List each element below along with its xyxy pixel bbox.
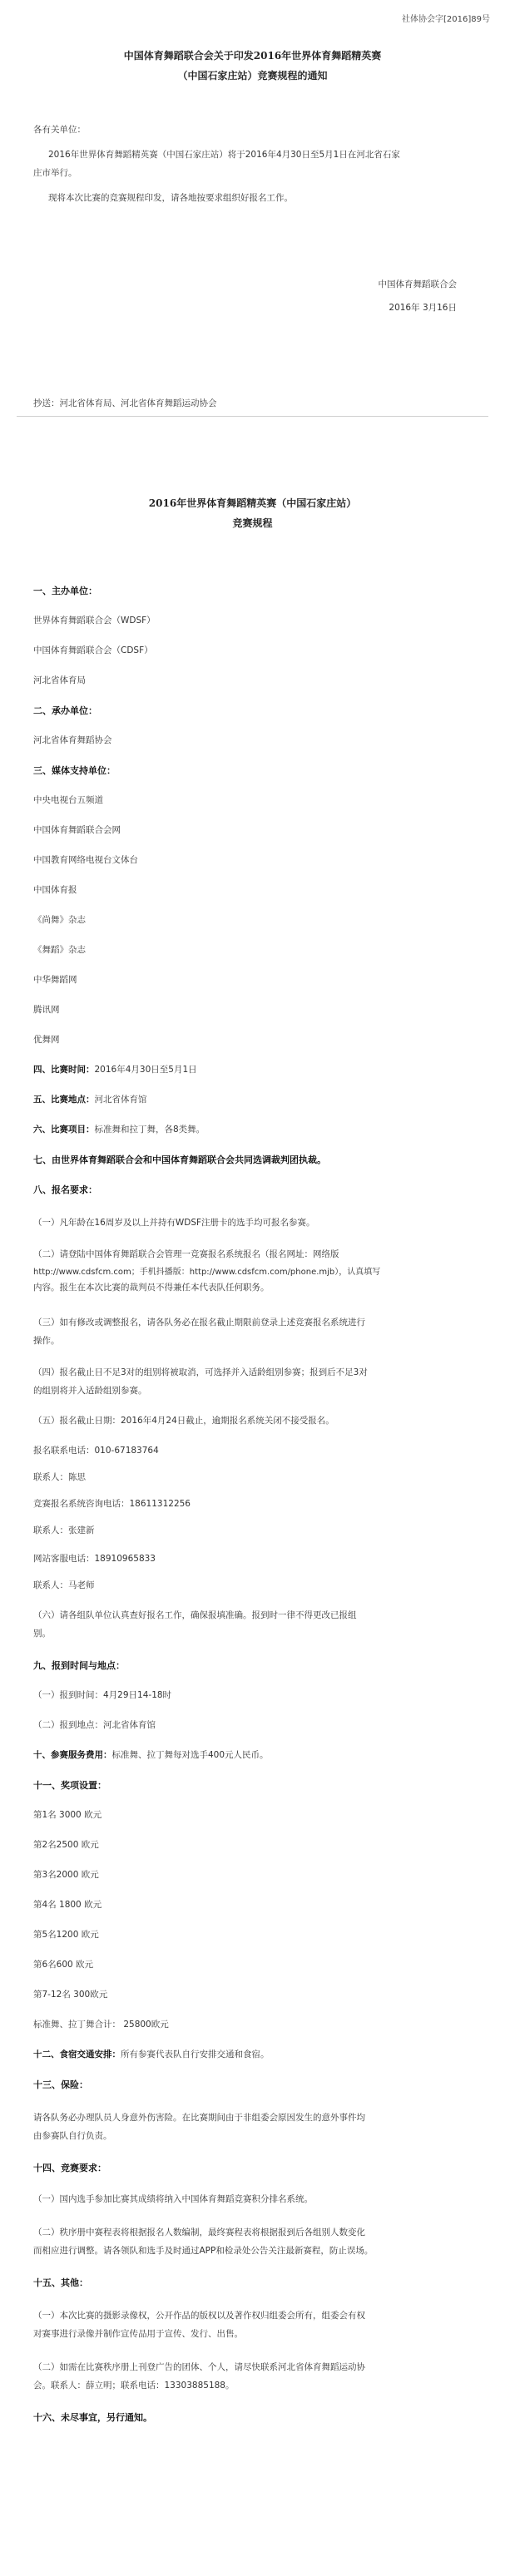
prize-item: 第3名2000 欧元: [33, 1870, 99, 1880]
service-fee: 标准舞、拉丁舞每对选手400元人民币。: [111, 1750, 269, 1760]
section-14-heading: 十四、竞赛要求：: [33, 2163, 106, 2173]
competition-events: 标准舞和拉丁舞，各8类舞。: [94, 1125, 205, 1135]
media-item: 中华舞蹈网: [33, 975, 77, 985]
section-12-label: 十二、食宿交通安排：: [33, 2049, 121, 2059]
competition-rule-1: （一）国内选手参加比赛其成绩将纳入中国体育舞蹈竞赛积分排名系统。: [33, 2194, 313, 2204]
media-item: 《尚舞》杂志: [33, 915, 86, 925]
reference-number: 社体协会字[2016]89号: [402, 15, 490, 24]
other-rule-1b: 对赛事进行录像并制作宣传品用于宣传、发行、出售。: [33, 2329, 243, 2339]
section-8-heading: 八、报名要求：: [33, 1184, 97, 1195]
section-12-row: [33, 2048, 270, 2060]
cc-line: 抄送：河北省体育局、河北省体育舞蹈运动协会: [33, 398, 217, 408]
section-7-heading: 七、由世界体育舞蹈联合会和中国体育舞蹈联合会共同选调裁判团执裁。: [33, 1155, 326, 1165]
regulations-title-line-1: 2016年世界体育舞蹈精英赛（中国石家庄站）: [148, 497, 357, 509]
section-15-heading: 十五、其他：: [33, 2277, 88, 2288]
check-in-time: （一）报到时间：4月29日14-18时: [33, 1690, 172, 1700]
other-rule-2b: 会。联系人：薛立明；联系电话：13303885188。: [33, 2381, 235, 2391]
media-item: 中国教育网络电视台文体台: [33, 855, 138, 865]
media-item: 中国体育舞蹈联合会网: [33, 825, 121, 835]
notice-title-line-2: （中国石家庄站）竞赛规程的通知: [177, 70, 328, 82]
website-support-contact: 联系人：马老师: [33, 1580, 95, 1590]
media-item: 《舞蹈》杂志: [33, 945, 86, 955]
system-support-contact: 联系人：张建新: [33, 1525, 95, 1535]
section-5-label: 五、比赛地点：: [33, 1095, 95, 1105]
organizer-item: 中国体育舞蹈联合会（CDSF）: [33, 645, 153, 655]
media-item: 中国体育报: [33, 885, 77, 895]
notice-paragraph-1a: 2016年世界体育舞蹈精英赛（中国石家庄站）将于2016年4月30日至5月1日在河北省石家: [48, 150, 400, 160]
section-6-label: 六、比赛项目：: [33, 1125, 95, 1135]
notice-title-line-1: 中国体育舞蹈联合会关于印发2016年世界体育舞蹈精英赛: [123, 50, 382, 62]
prize-item: 第4名 1800 欧元: [33, 1900, 102, 1910]
organizer-item: 河北省体育局: [33, 675, 86, 685]
notice-paragraph-1b: 庄市举行。: [33, 168, 77, 178]
prize-item: 第6名600 欧元: [33, 1960, 94, 1970]
registration-rule-3a: （三）如有修改或调整报名，请各队务必在报名截止期限前登录上述竞赛报名系统进行: [33, 1318, 365, 1328]
regulations-title-line-2: 竞赛规程: [232, 517, 273, 529]
insurance-text-b: 由参赛队自行负责。: [33, 2131, 112, 2141]
registration-rule-2b: http://www.cdsfcm.com；手机抖播版：http://www.cdsfcm.com/phone.mjb），认真填写: [33, 1268, 381, 1277]
section-6-row: [33, 1123, 205, 1135]
registration-rule-1: （一）凡年龄在16周岁及以上并持有WDSF注册卡的选手均可报名参赛。: [33, 1218, 315, 1228]
section-4-row: [33, 1063, 197, 1075]
salutation: 各有关单位：: [33, 125, 86, 135]
section-11-heading: 十一、奖项设置：: [33, 1780, 106, 1791]
check-in-place: （二）报到地点：河北省体育馆: [33, 1720, 156, 1730]
registration-rule-5: （五）报名截止日期：2016年4月24日截止，逾期报名系统关闭不接受报名。: [33, 1416, 334, 1426]
notice-paragraph-2: 现将本次比赛的竞赛规程印发，请各地按要求组织好报名工作。: [48, 193, 293, 203]
registration-phone: 报名联系电话：010-67183764: [33, 1446, 159, 1456]
registration-rule-6a: （六）请各组队单位认真查好报名工作，确保报填准确。报到时一律不得更改已报组: [33, 1610, 357, 1620]
prize-total: 标准舞、拉丁舞合计： 25800欧元: [33, 2020, 169, 2030]
section-10-label: 十、参赛服务费用：: [33, 1750, 112, 1760]
prize-item: 第2名2500 欧元: [33, 1840, 99, 1850]
section-10-row: [33, 1748, 269, 1761]
prize-item: 第5名1200 欧元: [33, 1930, 99, 1940]
registration-rule-4b: 的组别将并入适龄组别参赛。: [33, 1386, 147, 1396]
prize-item: 第7-12名 300欧元: [33, 1990, 108, 2000]
organizer-item: 世界体育舞蹈联合会（WDSF）: [33, 616, 156, 625]
registration-rule-2c: 内容。报生在本次比赛的裁判员不得兼任本代表队任何职务。: [33, 1283, 270, 1293]
media-item: 腾讯网: [33, 1005, 60, 1015]
accommodation-arrangement: 所有参赛代表队自行安排交通和食宿。: [121, 2049, 270, 2059]
registration-contact: 联系人：陈思: [33, 1472, 86, 1482]
other-rule-1a: （一）本次比赛的摄影录像权，公开作品的版权以及著作权归组委会所有，组委会有权: [33, 2311, 365, 2321]
registration-rule-3b: 操作。: [33, 1336, 60, 1346]
competition-time: 2016年4月30日至5月1日: [94, 1065, 197, 1075]
section-3-heading: 三、媒体支持单位：: [33, 765, 116, 776]
signing-organization: 中国体育舞蹈联合会: [378, 279, 457, 289]
section-1-heading: 一、主办单位：: [33, 586, 97, 596]
section-2-heading: 二、承办单位：: [33, 705, 97, 716]
registration-rule-2a: （二）请登陆中国体育舞蹈联合会管理一竞赛报名系统报名（报名网址：网络版: [33, 1249, 339, 1259]
host-item: 河北省体育舞蹈协会: [33, 735, 112, 745]
section-13-heading: 十三、保险：: [33, 2079, 88, 2090]
media-item: 中央电视台五频道: [33, 795, 103, 805]
divider: [17, 416, 488, 417]
signing-date: 2016年 3月16日: [389, 303, 457, 313]
registration-rule-4a: （四）报名截止日不足3对的组别将被取消，可选择并入适龄组别参赛；报到后不足3对: [33, 1367, 368, 1377]
section-4-label: 四、比赛时间：: [33, 1065, 95, 1075]
prize-item: 第1名 3000 欧元: [33, 1810, 102, 1820]
media-item: 优舞网: [33, 1035, 60, 1045]
insurance-text-a: 请各队务必办理队员人身意外伤害险。在比赛期间由于非组委会原因发生的意外事件均: [33, 2113, 365, 2123]
section-5-row: [33, 1093, 147, 1105]
registration-rule-6b: 别。: [33, 1629, 51, 1639]
section-16-heading: 十六、未尽事宜，另行通知。: [33, 2412, 152, 2423]
competition-rule-2a: （二）秩序册中赛程表将根据报名人数编制，最终赛程表将根据报到后各组别人数变化: [33, 2227, 365, 2237]
competition-rule-2b: 而相应进行调整。请各领队和选手及时通过APP和检录处公告关注最新赛程，防止误场。: [33, 2246, 374, 2256]
section-9-heading: 九、报到时间与地点：: [33, 1660, 125, 1671]
system-support-phone: 竞赛报名系统咨询电话：18611312256: [33, 1499, 191, 1509]
website-support-phone: 网站客服电话：18910965833: [33, 1554, 156, 1564]
other-rule-2a: （二）如需在比赛秩序册上刊登广告的团体、个人，请尽快联系河北省体育舞蹈运动协: [33, 2362, 365, 2372]
competition-venue: 河北省体育馆: [94, 1095, 147, 1105]
